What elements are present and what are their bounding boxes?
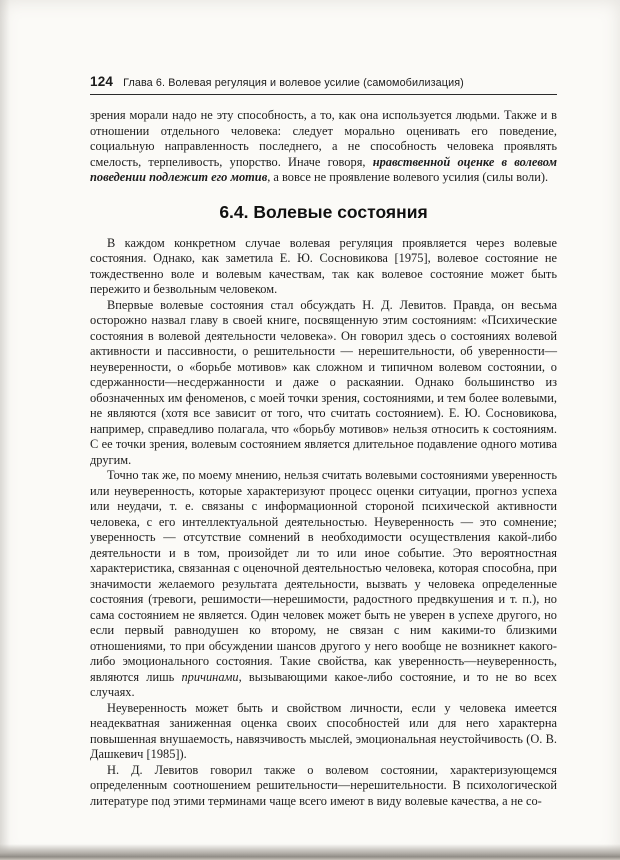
page-left-shadow — [0, 0, 10, 860]
page-body — [90, 108, 557, 809]
paragraph — [90, 236, 557, 298]
text-run: Впервые волевые состояния стал обсуждать Н. Д. Левитов. Правда, он весьма осторожно назвал главу в своей книге, посвященную этим состояниям: «Психические состояния в волевой деятельности человека». Он говорил здесь о состояниях волевой активности и пассивности, о решительности — нерешительности, об уверенности—неуверенности, о «борьбе мотивов» как сложном и типичном волевом состоянии, о сдержанности—несдержанности и даже о раскаянии. Однако большинство из обозначенных им феноменов, с моей точки зрения, состояниями, и тем более волевыми, не являются (хотя все зависит от того, что считать состоянием). Е. Ю. Сосновикова, например, справедливо полагала, что «борьбу мотивов» нельзя относить к состояниям. С ее точки зрения, волевым состоянием является длительное подавление одного мотива другим. — [90, 297, 557, 467]
running-head — [90, 74, 557, 95]
paragraph — [90, 298, 557, 469]
text-run: Н. Д. Левитов говорил также о волевом состоянии, характеризующемся определенным соотношением решительности—нерешительности. В психологической литературе под этими терминами чаще всего имеют в виду волевые качества, а не со- — [90, 762, 557, 808]
text-run: зрения морали надо не эту способность, а то, как она используется людьми. Также и в отношении отдельного человека: следует морально оценивать его поведение, социальную направленность последнего, а не способность человека проявлять смелость, терпеливость, упорство. Иначе говоря, — [90, 108, 557, 169]
paragraph-continuation — [90, 108, 557, 186]
text-run: , а вовсе не проявление волевого усилия (силы воли). — [267, 170, 549, 184]
text-run: , вызывающими какое-либо состояние, и то не во всех случаях. — [90, 669, 557, 699]
section-title: 6.4. Волевые состояния — [219, 201, 428, 222]
emphasis-run: причинами — [181, 669, 239, 684]
page-bottom-shadow — [0, 844, 620, 860]
page-number: 124 — [90, 74, 114, 89]
text-run: Неуверенность может быть и свойством личности, если у человека имеется неадекватная заниженная оценка своих способностей или для него характерна повышенная внушаемость, навязчивость мыслей, эмоциональная неустойчивость (О. В. Дашкевич [1985]). — [90, 700, 557, 761]
paragraph — [90, 468, 557, 701]
chapter-title: Глава 6. Волевая регуляция и волевое усилие (самомобилизация) — [123, 77, 464, 89]
text-run: Точно так же, по моему мнению, нельзя считать волевыми состояниями уверенность или неуверенность, которые характеризуют процесс оценки ситуации, прогноз успеха или неудачи, т. е. связаны с информационной стороной психической активности человека, с его интеллектуальной деятельностью. Неуверенность — это сомнение; уверенность — отсутствие сомнений в необходимости осуществления какой-либо деятельности и в том, произойдет ли то или иное событие. Это вероятностная характеристика, связанная с оценочной деятельностью человека, которая способна, при значимости желаемого результата деятельности, вызвать у человека определенные состояния (тревоги, решимости—нерешимости, радостного предвкушения и т. п.), но сама состоянием не является. Один человек может быть не уверен в успехе другого, но если первый равнодушен ко второму, не связан с ним какими-то близкими отношениями, то при обсуждении шансов другого у него вообще не возникнет какого-либо эмоционального состояния. Такие свойства, как уверенность—неуверенность, являются лишь — [90, 468, 557, 684]
text-run: В каждом конкретном случае волевая регуляция проявляется через волевые состояния. Однако, как заметила Е. Ю. Сосновикова [1975], волевое состояние не тождественно воле и волевым качествам, так как волевое состояние может быть пережито и безвольным человеком. — [90, 235, 557, 296]
paragraph — [90, 701, 557, 763]
emphasis-run: нравственной оценке в волевом поведении подлежит его мотив — [90, 154, 558, 184]
paragraph — [90, 763, 557, 810]
